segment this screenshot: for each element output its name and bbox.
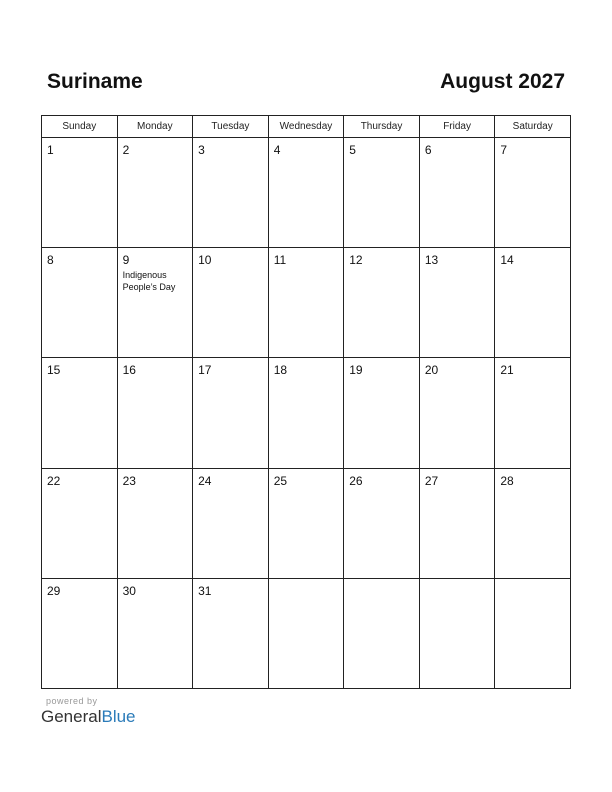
day-cell — [495, 468, 571, 578]
day-number: 22 — [47, 473, 61, 488]
brand-logo-blue: Blue — [101, 707, 136, 726]
day-cell — [495, 138, 571, 248]
week-row — [42, 138, 571, 248]
day-cell — [193, 578, 269, 688]
day-number: 29 — [47, 583, 61, 598]
weekday-header: Friday — [419, 116, 495, 138]
day-number: 13 — [424, 253, 439, 268]
day-number: 12 — [349, 253, 363, 268]
calendar-month-title: August 2027 — [440, 70, 565, 93]
weekday-header: Monday — [117, 116, 193, 138]
day-number: 16 — [122, 363, 136, 378]
day-cell — [344, 358, 420, 468]
weekday-header: Sunday — [42, 116, 118, 138]
day-number: 27 — [424, 473, 439, 488]
day-cell — [193, 358, 269, 468]
day-number: 28 — [500, 473, 514, 488]
day-number: 8 — [47, 253, 54, 268]
day-number: 15 — [47, 363, 61, 378]
day-number: 20 — [424, 363, 439, 378]
day-cell — [117, 358, 193, 468]
day-cell — [268, 248, 344, 358]
day-number: 19 — [349, 363, 363, 378]
day-cell — [419, 468, 495, 578]
week-row — [42, 468, 571, 578]
day-number: 17 — [198, 363, 212, 378]
day-cell — [42, 468, 118, 578]
day-number: 31 — [198, 583, 212, 598]
day-number: 9 — [122, 253, 130, 268]
day-cell — [419, 358, 495, 468]
day-cell — [268, 138, 344, 248]
day-cell — [193, 248, 269, 358]
weekday-header: Saturday — [495, 116, 571, 138]
day-cell — [495, 248, 571, 358]
day-number: 4 — [273, 143, 281, 157]
day-number: 21 — [500, 363, 514, 378]
day-cell — [193, 138, 269, 248]
day-cell — [419, 138, 495, 248]
week-row — [42, 358, 571, 468]
holiday-label: Indigenous People’s Day — [122, 270, 176, 293]
day-number: 11 — [273, 253, 287, 268]
day-cell — [42, 358, 118, 468]
day-cell — [344, 138, 420, 248]
month-calendar-grid — [41, 115, 571, 689]
weekday-header: Thursday — [344, 116, 420, 138]
calendar-country-title: Suriname — [47, 70, 143, 93]
brand-logo[interactable] — [41, 707, 136, 727]
day-cell — [42, 248, 118, 358]
week-row — [42, 578, 571, 688]
day-cell-empty — [495, 578, 571, 688]
weekday-header-row — [42, 116, 571, 138]
day-cell — [344, 468, 420, 578]
day-cell — [193, 468, 269, 578]
day-cell-empty — [419, 578, 495, 688]
brand-logo-general: General — [41, 707, 102, 726]
weekday-header: Wednesday — [268, 116, 344, 138]
day-number: 7 — [500, 143, 508, 157]
day-cell — [117, 138, 193, 248]
day-number: 2 — [122, 143, 130, 157]
day-number: 18 — [273, 363, 288, 378]
day-cell — [117, 248, 193, 358]
day-cell — [495, 358, 571, 468]
day-cell-empty — [344, 578, 420, 688]
day-number: 23 — [122, 473, 136, 488]
day-number: 6 — [424, 143, 432, 157]
footer-branding — [41, 696, 136, 727]
day-cell — [344, 248, 420, 358]
day-number: 5 — [349, 143, 356, 157]
day-number: 1 — [47, 143, 54, 157]
day-cell — [117, 468, 193, 578]
day-number: 14 — [500, 253, 514, 268]
day-cell-empty — [268, 578, 344, 688]
day-cell — [268, 358, 344, 468]
day-cell — [42, 138, 118, 248]
day-number: 24 — [198, 473, 212, 488]
weekday-header: Tuesday — [193, 116, 269, 138]
day-number: 30 — [122, 583, 136, 598]
day-cell — [42, 578, 118, 688]
day-cell — [419, 248, 495, 358]
day-number: 25 — [273, 473, 288, 488]
powered-by-text: powered by — [46, 696, 98, 706]
day-number: 10 — [198, 253, 212, 268]
day-number: 26 — [349, 473, 363, 488]
day-number: 3 — [198, 143, 205, 157]
day-cell — [268, 468, 344, 578]
day-cell — [117, 578, 193, 688]
week-row — [42, 248, 571, 358]
